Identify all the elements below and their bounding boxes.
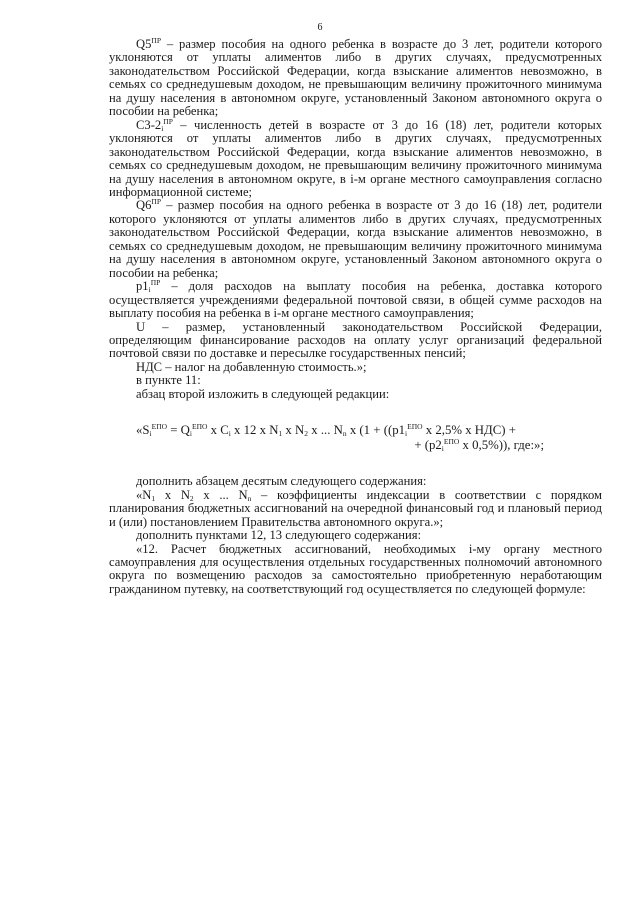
clause-11-heading: в пункте 11: xyxy=(136,373,201,388)
definition-q5 xyxy=(109,38,602,119)
formula-s-epo xyxy=(109,423,602,453)
symbol-superscript: ПР xyxy=(151,36,161,45)
symbol-superscript: ПР xyxy=(150,278,161,288)
page-number: 6 xyxy=(317,22,323,33)
symbol-superscript: ПР xyxy=(163,116,173,126)
symbol: Q5 xyxy=(136,37,152,51)
formula-line-2: + ($p2_i^{ЕПО}$ x 0,5%)), где:»; xyxy=(414,437,544,454)
symbol-superscript: ПР xyxy=(151,197,161,207)
add-points-instruction: дополнить пунктами 12, 13 следующего содержания: xyxy=(136,528,422,543)
symbol: C3-2 xyxy=(136,117,162,132)
definition-q6 xyxy=(109,199,602,280)
symbol-subscript: i xyxy=(148,285,151,295)
definition-text: – размер пособия на одного ребенка в возрасте от 3 до 16 (18) лет, родители которого уклоняются от уплаты алиментов либо в других случаях, предусмотренных законодательством Российской Федерации, когда взыскание алиментов невозможно, в семьях со среднедушевым доходом, не превышающим величину прожиточного минимума на душу населения в автономном округе, установленный Законом автономного округа о пособии на ребенка; xyxy=(109,198,602,280)
symbol: Q6 xyxy=(136,198,152,213)
symbol-subscript: i xyxy=(161,123,164,133)
paragraph-two-instruction: абзац второй изложить в следующей редакции: xyxy=(136,386,390,401)
definition-u xyxy=(109,321,602,361)
definition-text: U – размер, установленный законодательством Российской Федерации, определяющим финансирование расходов на оплату услуг организаций федеральной почтовой связи по доставке и пересылке государственных пенсий; xyxy=(109,319,602,361)
definition-text: – численность детей в возрасте от 3 до 16 (18) лет, родители которых уклоняются от уплаты алиментов либо в других случаях, предусмотренных законодательством Российской Федерации, когда взыскание алиментов невозможно, в семьях со среднедушевым доходом, не превышающим величину прожиточного минимума на душу населения в автономном округе, в i-м органе местного самоуправления согласно информационной системе; xyxy=(109,117,602,199)
definition-p1 xyxy=(109,280,602,320)
coefficients-definition: «$N_1$ x $N_2$ x ... $N_n$ – коэффициенты индексации в соответствии с порядком планирования бюджетных ассигнований на очередной финансовый год и плановый период и (или) постановлением Правительства автономного округа.»; xyxy=(109,487,602,529)
definition-text: – размер пособия на одного ребенка в возрасте до 3 лет, родители которого уклоняются от уплаты алиментов либо в других случаях, предусмотренных законодательством Российской Федерации, когда взыскание алиментов невозможно, в семьях со среднедушевым доходом, не превышающим величину прожиточного минимума на душу населения в автономном округе, установленный Законом автономного округа о пособии на ребенка; xyxy=(109,37,602,119)
definition-text: НДС – налог на добавленную стоимость.»; xyxy=(136,359,367,374)
symbol: p1 xyxy=(136,279,149,294)
add-tenth-paragraph-instruction: дополнить абзацем десятым следующего содержания: xyxy=(136,474,427,489)
formula-line-1: «$S_i^{ЕПО} = Q_i^{ЕПО}$ x $C_i$ x 12 x $N_1$ x $N_2$ x ... $N_n$ x ($1 + ((p1_i^{ЕПО}$ x 2,5% x НДС) + xyxy=(136,422,516,439)
definition-c3-2 xyxy=(109,116,602,200)
point-12: «12. Расчет бюджетных ассигнований, необходимых i-му органу местного самоуправления для осуществления отдельных государственных полномочий автономного округа по возмещению расходов за самостоятельно приобретенную неработающим гражданином путевку, на соответствующий год осуществляется по следующей формуле: xyxy=(109,541,602,596)
definition-text: – доля расходов на выплату пособия на ребенка, доставка которого осуществляется учреждениями федеральной почтовой связи, в общей сумме расходов на выплату пособия на ребенка в i-м органе местного самоуправления; xyxy=(109,279,602,321)
document-body xyxy=(109,38,602,596)
definition-nds xyxy=(109,361,602,374)
